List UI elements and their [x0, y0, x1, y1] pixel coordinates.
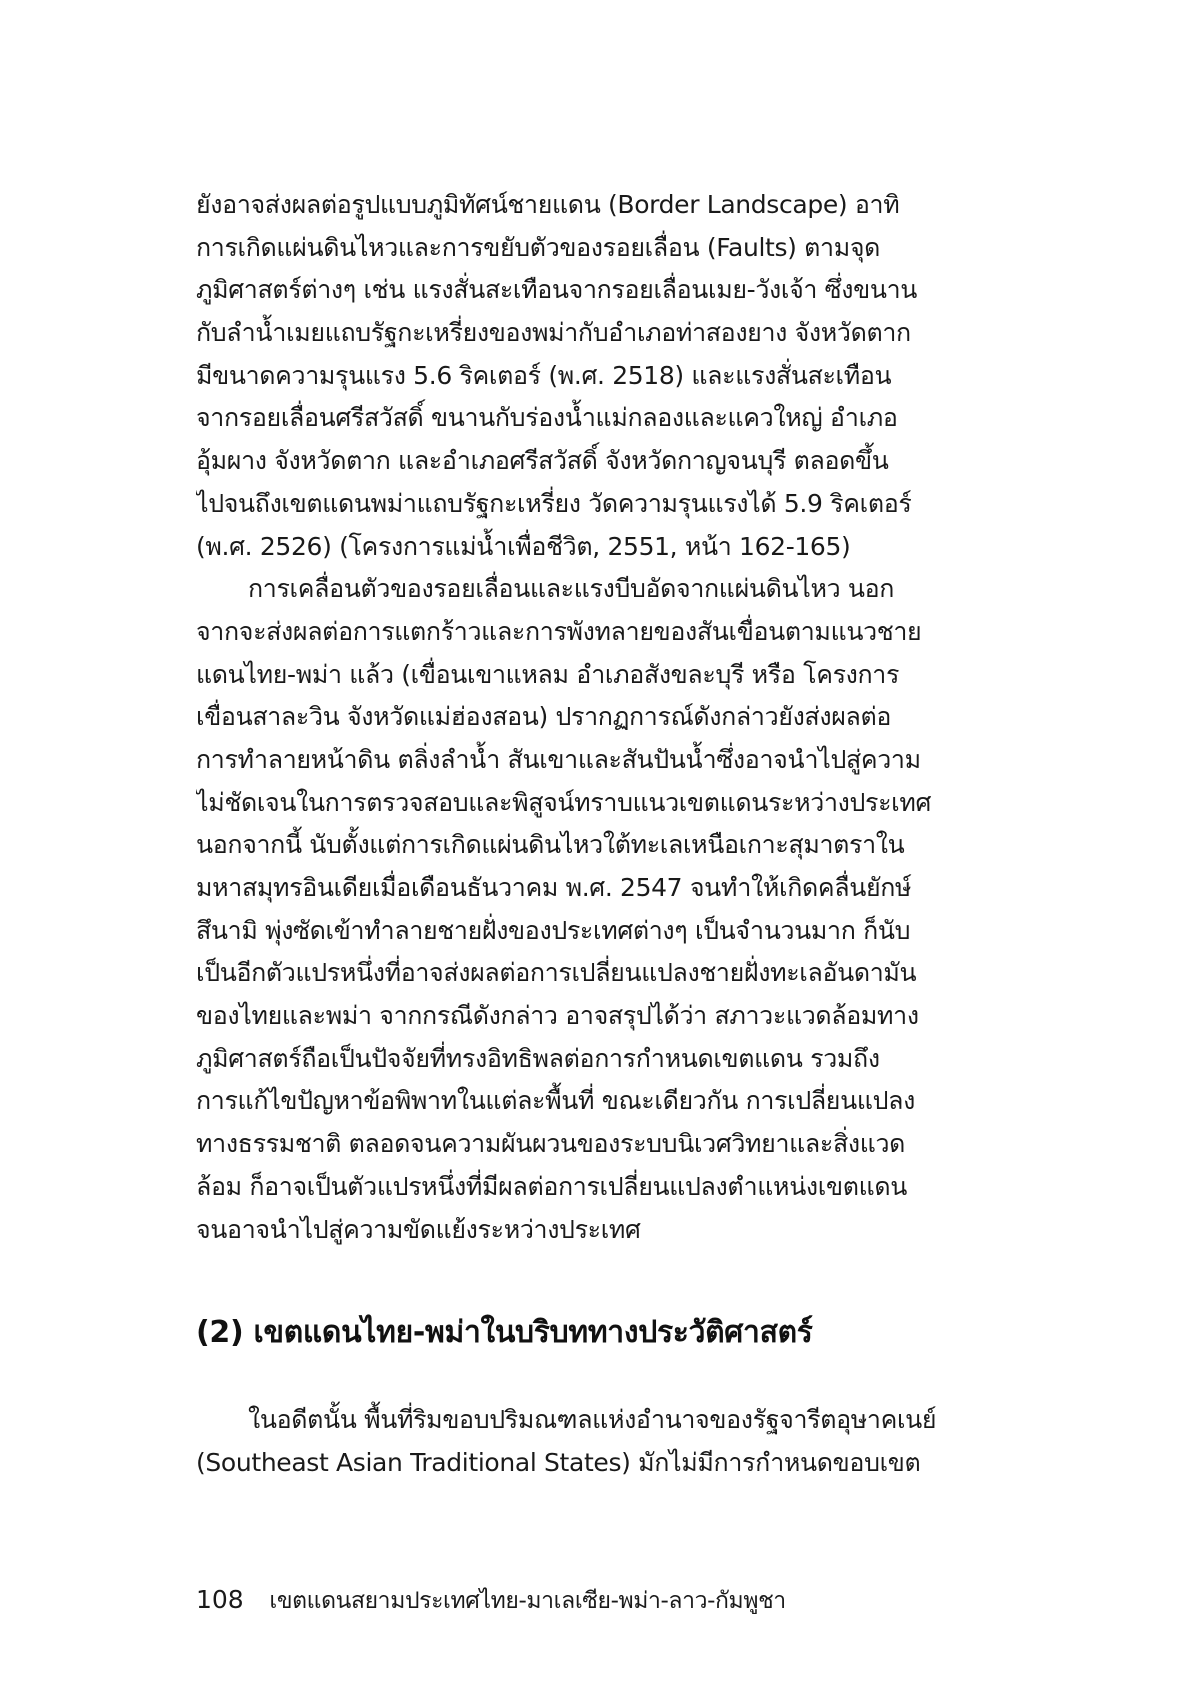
- text-line: ในอดีตนั้น พื้นที่ริมขอบปริมณฑลแห่งอำนาจของรัฐจารีตอุษาคเนย์: [248, 1405, 937, 1434]
- page-footer: [196, 1583, 786, 1618]
- text-line: การเกิดแผ่นดินไหวและการขยับตัวของรอยเลื่อน (Faults) ตามจุด: [196, 232, 881, 262]
- running-title: เขตแดนสยามประเทศไทย-มาเลเซีย-พม่า-ลาว-กัมพูชา: [269, 1588, 786, 1614]
- text-line: มีขนาดความรุนแรง 5.6 ริคเตอร์ (พ.ศ. 2518) และแรงสั่นสะเทือน: [196, 360, 892, 390]
- text-line: จากจะส่งผลต่อการแตกร้าวและการพังทลายของสันเขื่อนตามแนวชาย: [196, 616, 922, 646]
- text-line: ยังอาจส่งผลต่อรูปแบบภูมิทัศน์ชายแดน (Border Landscape) อาทิ: [196, 190, 900, 219]
- text-line: การทำลายหน้าดิน ตลิ่งลำน้ำ สันเขาและสันปันน้ำซึ่งอาจนำไปสู่ความ: [196, 744, 921, 774]
- text-line: กับลำน้ำเมยแถบรัฐกะเหรี่ยงของพม่ากับอำเภอท่าสองยาง จังหวัดตาก: [196, 318, 911, 348]
- text-line: อุ้มผาง จังหวัดตาก และอำเภอศรีสวัสดิ์ จังหวัดกาญจนบุรี ตลอดขึ้น: [196, 446, 889, 476]
- text-line: สึนามิ พุ่งซัดเข้าทำลายชายฝั่งของประเทศต่างๆ เป็นจำนวนมาก ก็นับ: [196, 915, 911, 945]
- paragraph-2: [196, 568, 964, 1251]
- paragraph-3: [196, 1399, 964, 1484]
- text-line: ภูมิศาสตร์ต่างๆ เช่น แรงสั่นสะเทือนจากรอยเลื่อนเมย-วังเจ้า ซึ่งขนาน: [196, 275, 918, 305]
- text-line: เขื่อนสาละวิน จังหวัดแม่ฮ่องสอน) ปรากฏการณ์ดังกล่าวยังส่งผลต่อ: [196, 702, 892, 732]
- page-number: 108: [196, 1585, 244, 1614]
- text-line: (Southeast Asian Traditional States) มักไม่มีการกำหนดขอบเขต: [196, 1447, 921, 1477]
- text-line: ล้อม ก็อาจเป็นตัวแปรหนึ่งที่มีผลต่อการเปลี่ยนแปลงตำแหน่งเขตแดน: [196, 1171, 907, 1201]
- text-line: ไม่ชัดเจนในการตรวจสอบและพิสูจน์ทราบแนวเขตแดนระหว่างประเทศ: [196, 787, 932, 817]
- text-line: เป็นอีกตัวแปรหนึ่งที่อาจส่งผลต่อการเปลี่ยนแปลงชายฝั่งทะเลอันดามัน: [196, 958, 917, 988]
- text-line: จากรอยเลื่อนศรีสวัสดิ์ ขนานกับร่องน้ำแม่กลองและแควใหญ่ อำเภอ: [196, 403, 898, 433]
- text-line: จนอาจนำไปสู่ความขัดแย้งระหว่างประเทศ: [196, 1214, 641, 1244]
- text-line: ของไทยและพม่า จากกรณีดังกล่าว อาจสรุปได้ว่า สภาวะแวดล้อมทาง: [196, 1001, 919, 1031]
- text-line: การแก้ไขปัญหาข้อพิพาทในแต่ละพื้นที่ ขณะเดียวกัน การเปลี่ยนแปลง: [196, 1086, 915, 1116]
- text-line: ทางธรรมชาติ ตลอดจนความผันผวนของระบบนิเวศวิทยาและสิ่งแวด: [196, 1129, 906, 1159]
- text-line: นอกจากนี้ นับตั้งแต่การเกิดแผ่นดินไหวใต้ทะเลเหนือเกาะสุมาตราใน: [196, 830, 905, 860]
- text-line: มหาสมุทรอินเดียเมื่อเดือนธันวาคม พ.ศ. 2547 จนทำให้เกิดคลื่นยักษ์: [196, 873, 912, 902]
- paragraph-1: [196, 184, 964, 568]
- text-line: (พ.ศ. 2526) (โครงการแม่น้ำเพื่อชีวิต, 2551, หน้า 162-165): [196, 531, 851, 561]
- section-heading: (2) เขตแดนไทย-พม่าในบริบททางประวัติศาสตร์: [196, 1315, 813, 1350]
- text-line: ภูมิศาสตร์ถือเป็นปัจจัยที่ทรงอิทธิพลต่อการกำหนดเขตแดน รวมถึง: [196, 1043, 880, 1073]
- body-text: [196, 184, 964, 1251]
- text-line: แดนไทย-พม่า แล้ว (เขื่อนเขาแหลม อำเภอสังขละบุรี หรือ โครงการ: [196, 659, 900, 689]
- text-line: การเคลื่อนตัวของรอยเลื่อนและแรงบีบอัดจากแผ่นดินไหว นอก: [248, 574, 895, 604]
- text-line: ไปจนถึงเขตแดนพม่าแถบรัฐกะเหรี่ยง วัดความรุนแรงได้ 5.9 ริคเตอร์: [196, 488, 912, 518]
